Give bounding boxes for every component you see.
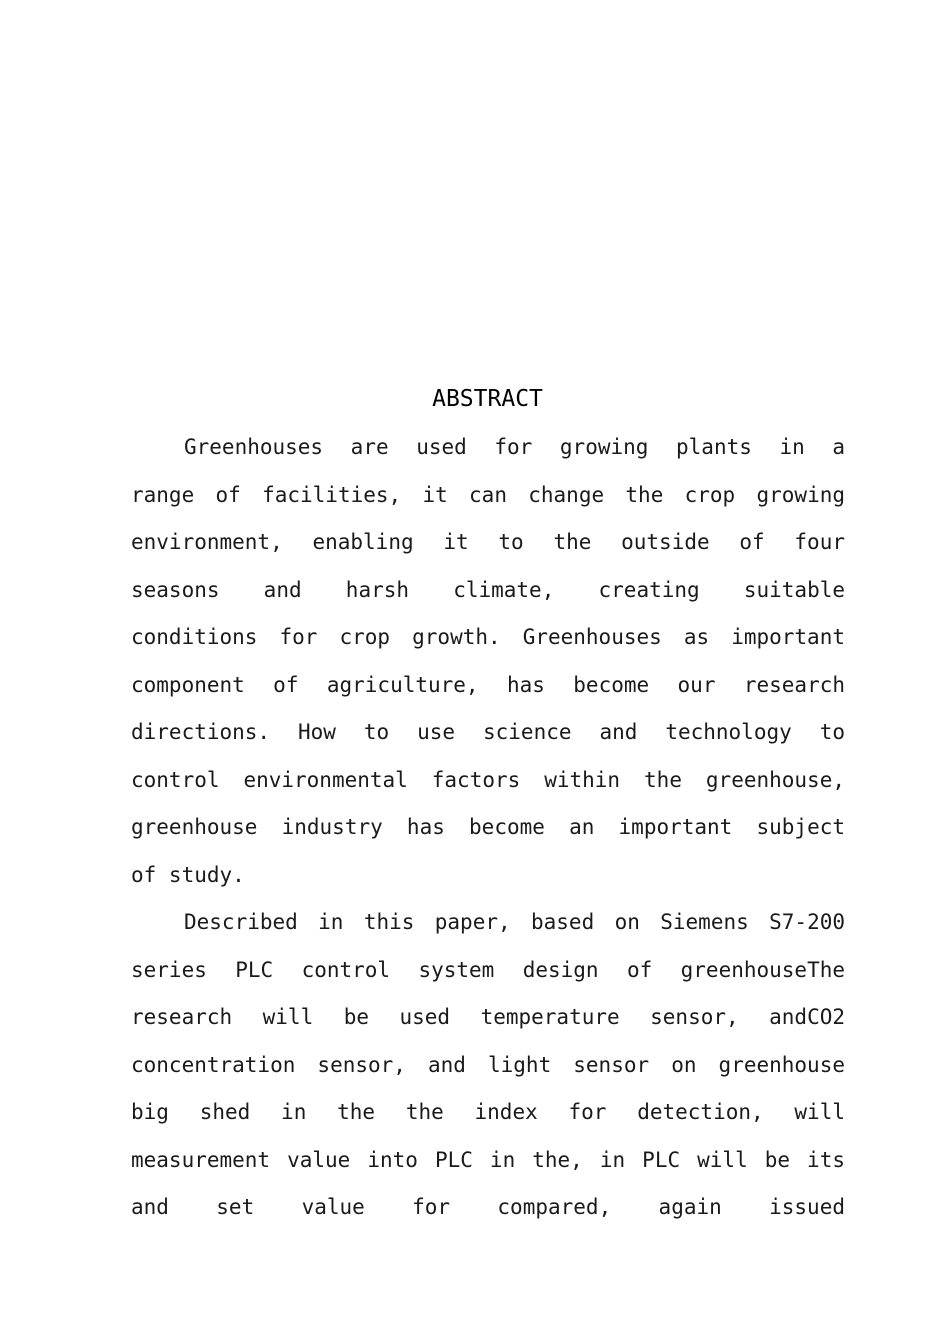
paragraph-line: research will be used temperature sensor, andCO2 [131,1005,845,1029]
paragraph-1 [131,424,845,899]
paragraph-line: concentration sensor, and light sensor on greenhouse [131,1052,845,1077]
paragraph-line: conditions for crop growth. Greenhouses as important [131,625,845,649]
paragraph-line: and set value for compared, again issued [131,1195,845,1219]
paragraph-line: environment, enabling it to the outside of four [131,530,845,554]
paragraph-line: of study. [131,862,245,887]
paragraph-line: control environmental factors within the greenhouse, [131,767,845,792]
paragraph-line: big shed in the the index for detection, will [131,1100,845,1124]
paragraph-line: component of agriculture, has become our research [131,672,845,697]
paragraph-line: range of facilities, it can change the crop growing [131,482,845,507]
abstract-title: ABSTRACT [432,386,543,412]
paragraph-line: measurement value into PLC in the, in PLC will be its [131,1147,845,1172]
paragraph-line: Greenhouses are used for growing plants in a [184,435,845,459]
paragraph-line: directions. How to use science and technology to [131,720,845,744]
abstract-body [131,424,845,1232]
paragraph-line: greenhouse industry has become an important subject [131,815,845,839]
paragraph-2 [131,899,845,1232]
paragraph-line: seasons and harsh climate, creating suitable [131,577,845,602]
paragraph-line: series PLC control system design of greenhouseThe [131,957,845,982]
paragraph-line: Described in this paper, based on Siemens S7-200 [184,910,845,934]
